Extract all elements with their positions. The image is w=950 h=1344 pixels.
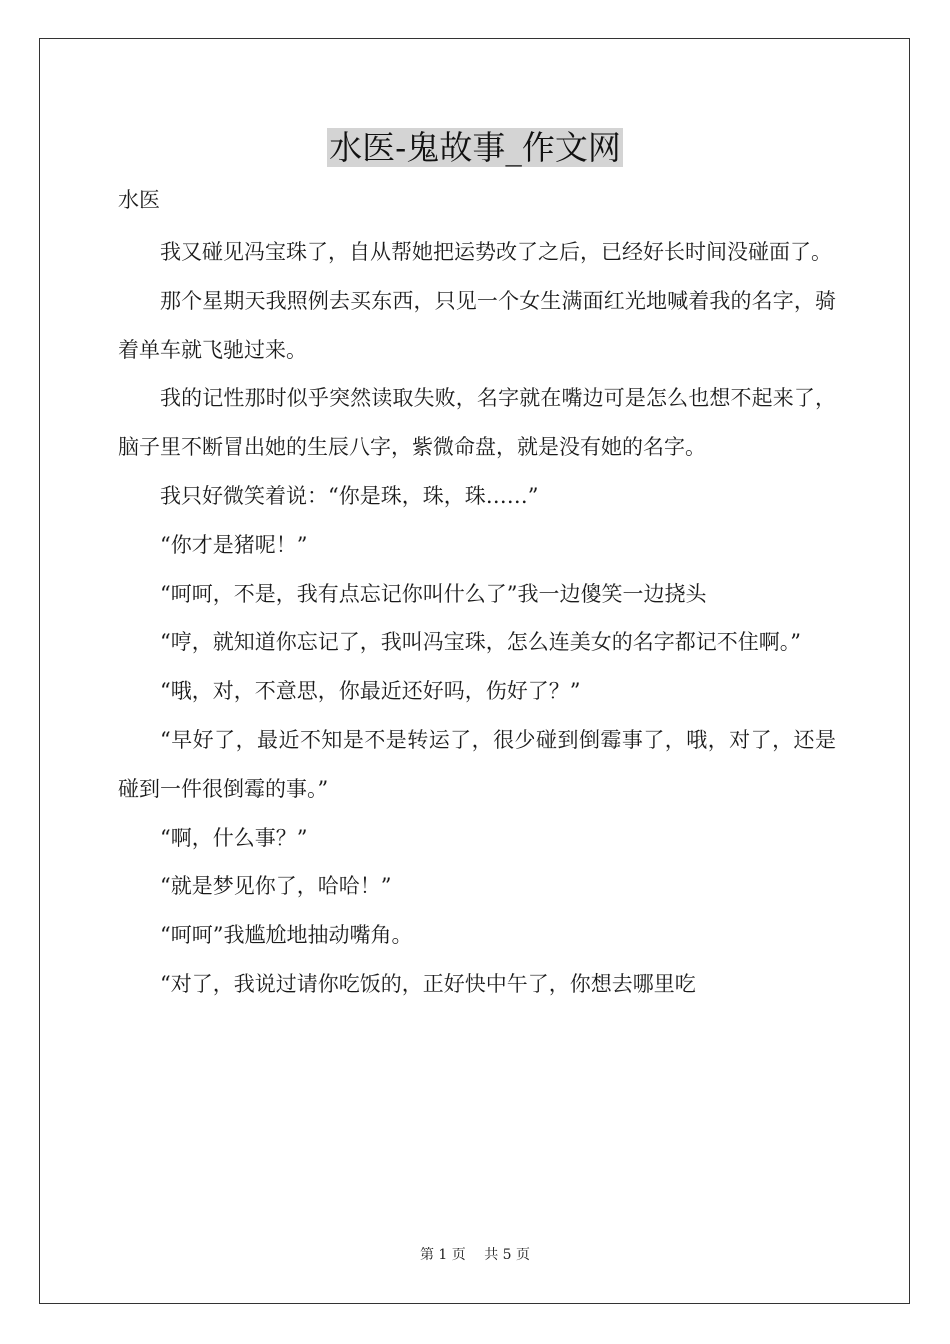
title-text: 水医-鬼故事_作文网 [329,128,621,167]
paragraph: 我的记性那时似乎突然读取失败，名字就在嘴边可是怎么也想不起来了，脑子里不断冒出她的生辰八字，紫微命盘，就是没有她的名字。 [118,386,836,460]
paragraph: “你才是猪呢！” [160,532,308,557]
paragraph: “哦，对，不意思，你最近还好吗，伤好了？” [160,679,581,704]
document-body [118,228,836,1009]
paragraph: 我只好微笑着说：“你是珠，珠，珠……” [160,483,539,508]
paragraph: “对了，我说过请你吃饭的，正好快中午了，你想去哪里吃 [160,971,696,996]
document-title [0,125,950,171]
paragraph: “啊，什么事？” [160,825,308,850]
paragraph: “早好了，最近不知是不是转运了，很少碰到倒霉事了，哦，对了，还是碰到一件很倒霉的事。” [118,727,836,801]
paragraph: 那个星期天我照例去买东西，只见一个女生满面红光地喊着我的名字，骑着单车就飞驰过来。 [118,288,836,362]
paragraph: “呵呵，不是，我有点忘记你叫什么了”我一边傻笑一边挠头 [160,581,707,606]
paragraph: 我又碰见冯宝珠了，自从帮她把运势改了之后，已经好长时间没碰面了。 [160,240,832,264]
paragraph: “哼，就知道你忘记了，我叫冯宝珠，怎么连美女的名字都记不住啊。” [160,630,801,655]
page-number-footer: 第 1 页 共 5 页 [419,1247,531,1263]
paragraph: “就是梦见你了，哈哈！” [160,874,392,899]
paragraph: “呵呵”我尴尬地抽动嘴角。 [160,923,413,948]
document-subtitle: 水医 [118,188,160,212]
